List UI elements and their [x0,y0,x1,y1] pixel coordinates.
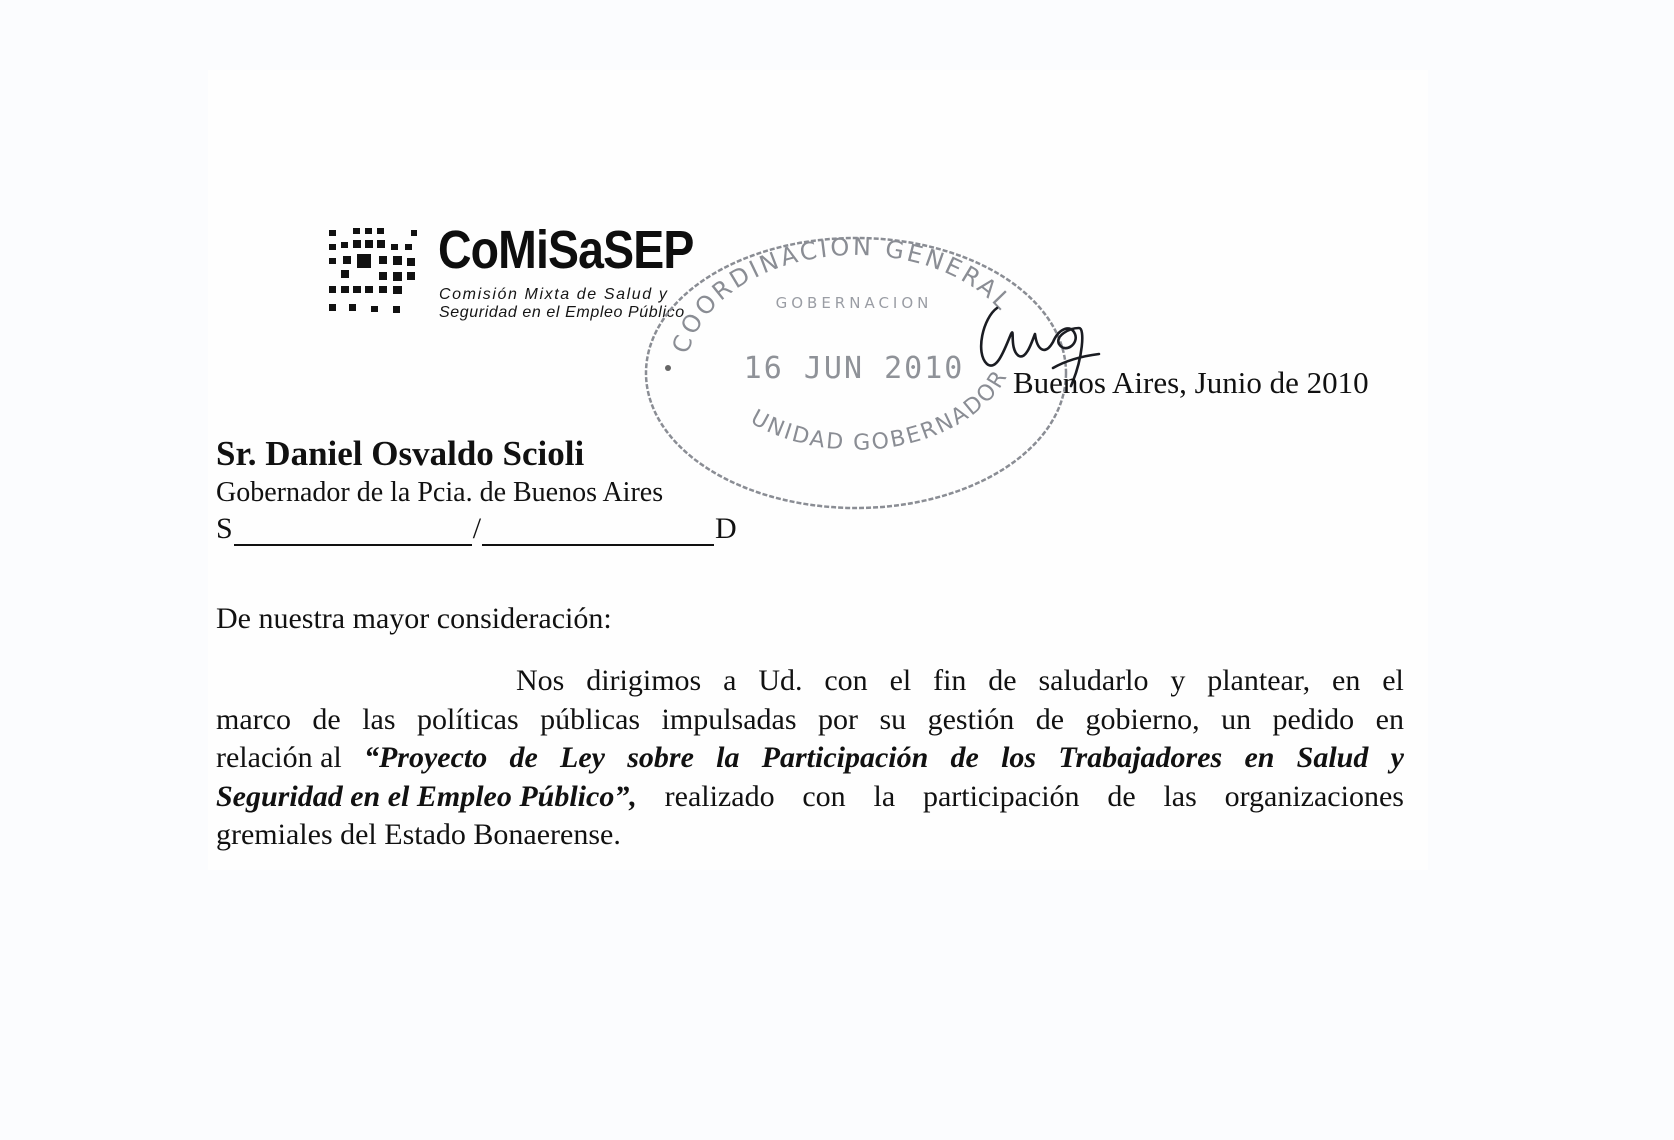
recipient-name: Sr. Daniel Osvaldo Scioli [216,434,585,473]
body-paragraph [216,662,1404,855]
stamp-bottom-text: UNIDAD GOBERNADOR [746,365,1014,456]
stamp-date: 16 JUN 2010 [743,351,965,386]
letter-date: Buenos Aires, Junio de 2010 [1013,365,1369,400]
body-line-4: Seguridad en el Empleo Público”, realizado con la participación de las organizaciones [216,779,1404,813]
sd-end: D [715,512,737,545]
sd-start: S [216,512,233,545]
sd-line [216,512,737,546]
sd-separator: / [472,512,482,545]
org-acronym: CoMiSaSEP [438,220,694,280]
salutation: De nuestra mayor consideración: [216,602,612,635]
body-line-1: Nos dirigimos a Ud. con el fin de saludarlo y plantear, en el [516,664,1404,697]
recipient-title: Gobernador de la Pcia. de Buenos Aires [216,477,664,508]
body-line-5: gremiales del Estado Bonaerense. [216,818,621,851]
stamp-top-text: COORDINACION GENERAL [666,232,1019,357]
body-line-2: marco de las políticas públicas impulsadas por su gestión de gobierno, un pedido en [216,702,1404,736]
pixel-grid-logo-icon [327,228,419,318]
sd-blank-right [482,520,714,546]
sd-blank-left [234,520,472,546]
org-name-line1: Comisión Mixta de Salud y [439,286,669,303]
org-name-line2: Seguridad en el Empleo Público [439,304,685,321]
stamp-sub-text: GOBERNACION [775,294,933,312]
body-line-3: relación al “Proyecto de Ley sobre la Participación de los Trabajadores en Salud y [216,741,1404,774]
